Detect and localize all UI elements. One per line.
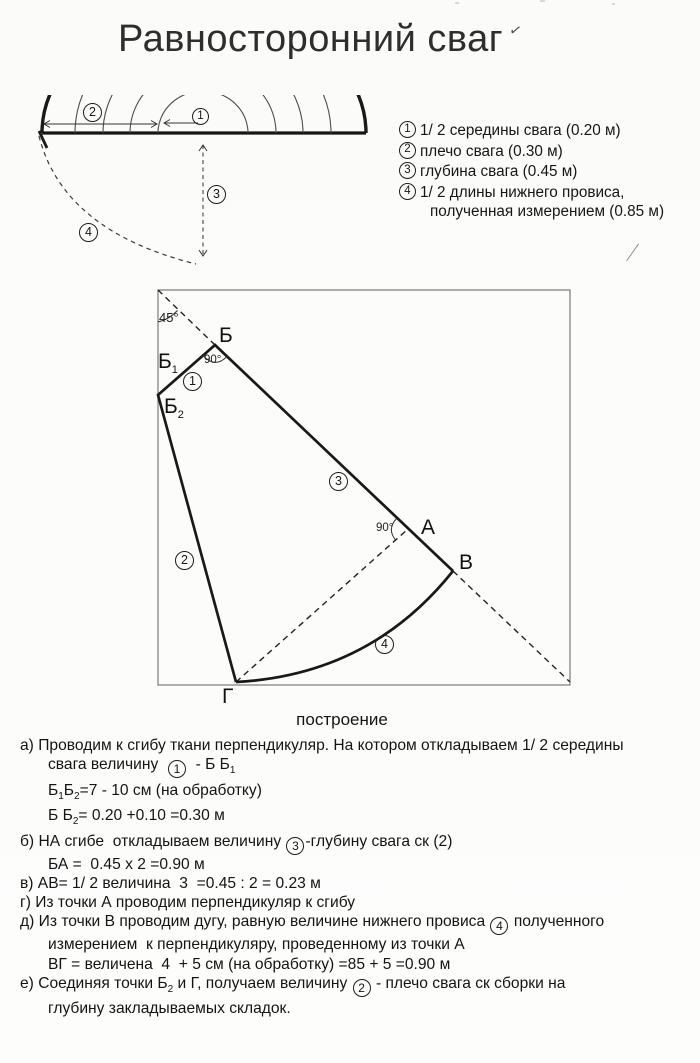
subscript: 2	[167, 984, 174, 996]
scan-artifact	[455, 2, 459, 4]
legend-item-text: глубина свага (0.45 м)	[420, 163, 578, 181]
construction-diagram	[150, 283, 580, 703]
marker-2: 2	[83, 103, 102, 122]
legend-item-text: 1/ 2 середины свага (0.20 м)	[420, 122, 621, 139]
instruction-line: измерением к перпендикуляру, проведенному из точки А	[48, 936, 465, 954]
legend-item	[399, 121, 664, 139]
circled-number: 3	[399, 162, 416, 179]
instruction-line: г) Из точки А проводим перпендикуляр к сгибу	[20, 894, 356, 912]
point-a-label: А	[421, 516, 436, 539]
page-title-text: Равносторонний сваг	[118, 18, 504, 60]
legend-item	[399, 162, 664, 180]
point-b-label: Б	[219, 324, 233, 347]
instruction-line: глубину закладываемых складок.	[48, 1000, 291, 1018]
scan-artifact	[540, 0, 545, 2]
subscript: 2	[74, 790, 80, 802]
pattern-outline	[158, 345, 453, 682]
swag-sag-dashed-arc	[39, 136, 196, 264]
scan-artifact	[612, 3, 615, 5]
circled-number: 4	[399, 183, 416, 200]
sag-arc	[236, 571, 453, 682]
marker-1: 1	[183, 372, 202, 391]
circled-number: 2	[399, 142, 416, 159]
legend-item	[399, 183, 664, 220]
legend-item-text: плечо свага (0.30 м)	[420, 142, 563, 160]
point-v-label: В	[459, 551, 474, 574]
instruction-lines	[20, 736, 624, 1019]
marker-4: 4	[79, 223, 98, 242]
circled-number: 1	[399, 121, 416, 138]
instruction-line: д) Из точки В проводим дугу, равную величине нижнего провиса 4 полученного	[20, 913, 605, 934]
circled-number: 1	[168, 760, 186, 778]
marker-1: 1	[192, 108, 209, 125]
legend	[399, 121, 664, 222]
subscript: 1	[229, 765, 236, 777]
fold-dashed-bottom	[453, 571, 570, 682]
circled-number: 3	[286, 837, 304, 855]
point-b1-label: $Б_1$	[158, 350, 178, 377]
instruction-line: Б $Б_2= 0.20 +0.10 =0.30$ м	[48, 807, 225, 828]
instruction-line: а) Проводим к сгибу ткани перпендикуляр. На котором откладываем 1/ 2 середины	[20, 737, 624, 754]
pen-tick-icon: ✓	[507, 21, 525, 41]
point-b2-label: $Б_2$	[164, 395, 184, 422]
scan-slash-artifact	[626, 244, 639, 262]
marker-2: 2	[175, 551, 194, 570]
instruction-line: свага величину 1 - Б $Б_1$	[48, 756, 236, 777]
instruction-line: $Б_1Б_2=7 - 10$ см (на обработку)	[48, 781, 262, 802]
circled-number: 4	[490, 917, 508, 935]
legend-item-text: полученная измерением (0.85 м)	[430, 202, 665, 220]
legend-item-text: 1/ 2 длины нижнего провиса,	[420, 183, 625, 201]
instructions-heading: построение	[296, 710, 388, 729]
marker-4: 4	[375, 635, 394, 654]
instruction-line: в) АВ= 1/ 2 величина 3 =0.45 : 2 = 0.23 м	[20, 874, 321, 892]
subscript: 2	[72, 816, 79, 828]
angle-90-label-b: 90°	[204, 354, 222, 366]
instruction-line: б) НА сгибе откладываем величину 3 -глубину свага ск (2)	[20, 832, 453, 853]
legend-item	[399, 142, 664, 160]
instruction-line: е) Соединяя точки $Б_2$ и Г, получаем величину 2 - плечо свага ск сборки на	[20, 975, 566, 996]
instruction-line: БА = 0.45 x 2 =0.90 м	[48, 855, 205, 873]
page-title	[118, 18, 525, 61]
instruction-line: ВГ = величена 4 + 5 см (на обработку) =85 + 5 =0.90 м	[48, 955, 451, 973]
angle-90-label-a: 90°	[376, 522, 394, 534]
marker-3: 3	[329, 472, 348, 491]
circled-number: 2	[353, 979, 371, 997]
subscript: 1	[58, 790, 64, 802]
marker-3: 3	[207, 185, 226, 204]
perpendicular-dashed	[236, 529, 408, 682]
angle-45-label: 45°	[159, 310, 179, 325]
point-g-label: Г	[222, 685, 234, 708]
